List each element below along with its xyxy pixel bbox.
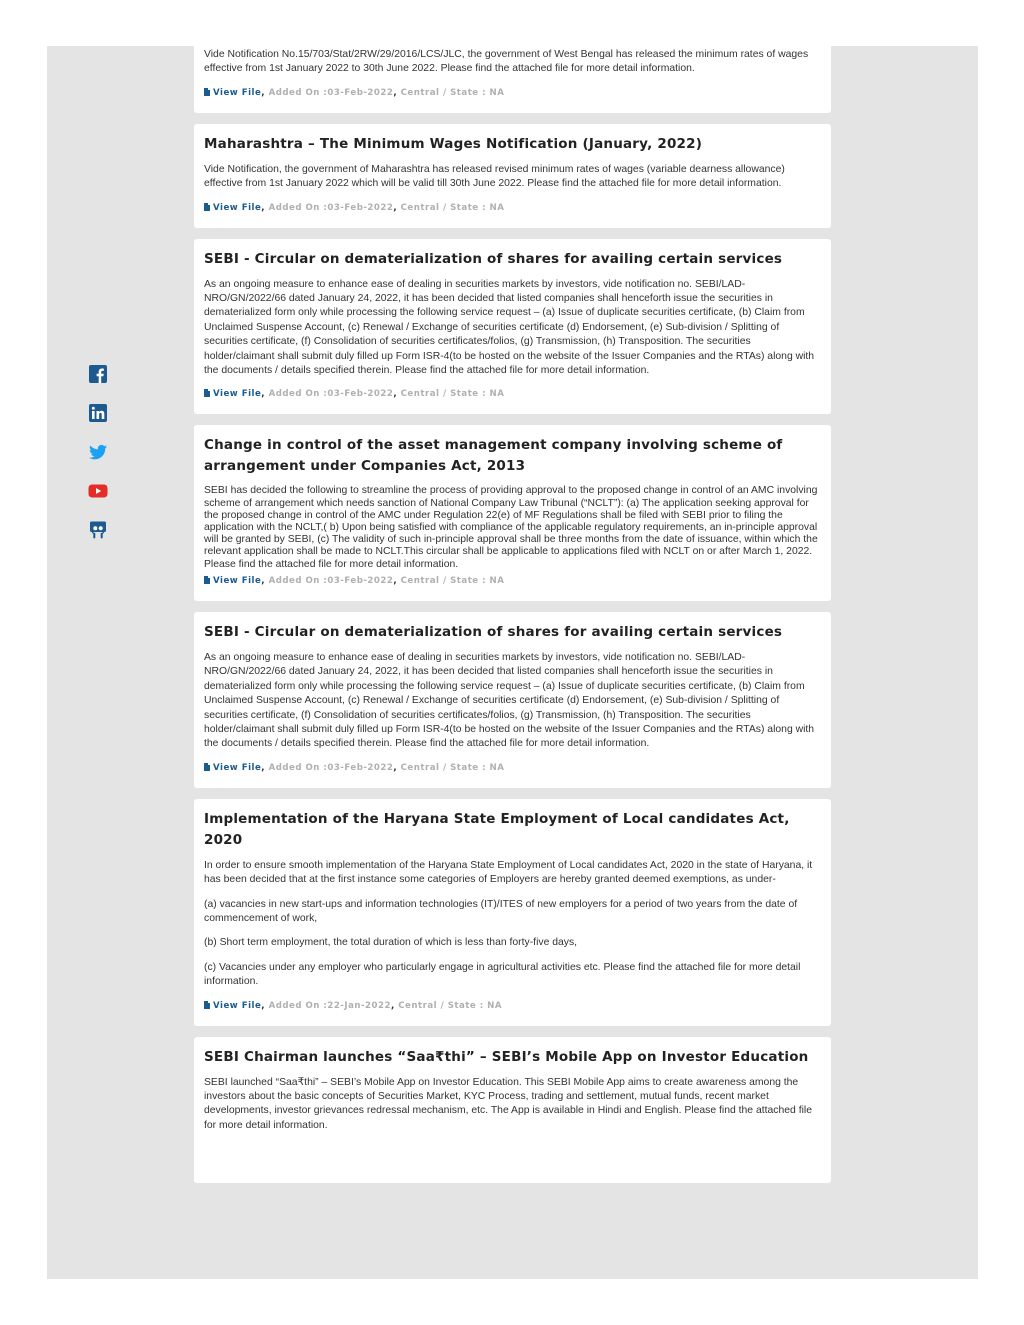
news-meta: View File, Added On :03-Feb-2022, Central / State : NA bbox=[204, 575, 821, 587]
news-title[interactable]: SEBI Chairman launches “Saa₹thi” – SEBI’s Mobile App on Investor Education bbox=[204, 1048, 809, 1065]
news-title[interactable]: Implementation of the Haryana State Employment of Local candidates Act, 2020 bbox=[204, 810, 790, 848]
pdf-icon bbox=[204, 1001, 210, 1009]
view-file-link[interactable]: View File bbox=[204, 763, 261, 773]
news-summary: SEBI has decided the following to streamline the process of providing approval to the proposed change in control of an AMC involving scheme of arrangement which needs sanction of National Company Law Tribunal (“NCLT”): (a) The application seeking approval for the proposed change in control of the AMC under Regulation 22(e) of MF Regulations shall be filed with SEBI prior to filing the application with the NCLT,( b) Upon being satisfied with compliance of the applicable regulatory requirements, an in-principle approval will be granted by SEBI, (c) The validity of such in-principle approval shall be three months from the date of issuance, within which the relevant application shall be made to NCLT.This circular shall be applicable to applications filed with NCLT on or after March 1, 2022. Please find the attached file for more detail information. bbox=[204, 485, 818, 570]
linkedin-icon bbox=[88, 403, 108, 423]
news-card bbox=[194, 425, 831, 600]
news-meta: View File, Added On :03-Feb-2022, Central / State : NA bbox=[204, 87, 821, 99]
pdf-icon bbox=[204, 203, 210, 211]
view-file-link[interactable]: View File bbox=[204, 576, 261, 586]
news-summary: Vide Notification No.15/703/Stat/2RW/29/2016/LCS/JLC, the government of West Bengal has released the minimum rates of wages effective from 1st January 2022 to 30th June 2022. Please find the attached file for more detail information. bbox=[204, 49, 809, 75]
news-paragraph: (a) vacancies in new start-ups and information technologies (IT)/ITES of new employers for a period of two years from the date of commencement of work, bbox=[204, 898, 798, 924]
twitter-icon bbox=[88, 442, 108, 462]
facebook-link[interactable] bbox=[88, 364, 108, 384]
pdf-icon bbox=[204, 576, 210, 584]
pdf-icon bbox=[204, 88, 210, 96]
scope-label: Central / State : NA bbox=[400, 389, 505, 400]
news-card bbox=[194, 124, 831, 228]
news-summary: As an ongoing measure to enhance ease of dealing in securities markets by investors, vide notification no. SEBI/LAD-NRO/GN/2022/66 dated January 24, 2022, it has been decided that listed companies shall henceforth issue the securities in dematerialized form only while processing the following service request – (a) Issue of duplicate securities certificate, (b) Claim from Unclaimed Suspense Account, (c) Renewal / Exchange of securities certificate (d) Endorsement, (e) Sub-division / Splitting of securities certificate, (f) Consolidation of securities certificates/folios, (g) Transmission, (h) Transposition. The securities holder/claimant shall submit duly filled up Form ISR-4(to be hosted on the website of the Issuer Companies and the RTAs) along with the documents / details specified therein. Please find the attached file for more detail information. bbox=[204, 651, 815, 750]
added-on-date: Added On :03-Feb-2022 bbox=[268, 202, 394, 213]
view-file-link[interactable]: View File bbox=[204, 88, 261, 98]
news-title[interactable]: Change in control of the asset management company involving scheme of arrangement under Companies Act, 2013 bbox=[204, 437, 783, 475]
youtube-icon bbox=[88, 481, 108, 501]
linkedin-link[interactable] bbox=[88, 403, 108, 423]
twitter-link[interactable] bbox=[88, 442, 108, 462]
scope-label: Central / State : NA bbox=[400, 762, 505, 773]
news-meta: View File, Added On :03-Feb-2022, Central / State : NA bbox=[204, 762, 821, 774]
added-on-date: Added On :03-Feb-2022 bbox=[268, 87, 394, 98]
news-meta: View File, Added On :03-Feb-2022, Central / State : NA bbox=[204, 388, 821, 400]
youtube-link[interactable] bbox=[88, 481, 108, 501]
news-paragraph: (b) Short term employment, the total duration of which is less than forty-five days, bbox=[204, 937, 578, 949]
news-paragraph: (c) Vacancies under any employer who particularly engage in agricultural activities etc. Please find the attached file for more detail information. bbox=[204, 961, 801, 988]
news-meta: View File, Added On :03-Feb-2022, Central / State : NA bbox=[204, 202, 821, 214]
news-card bbox=[194, 799, 831, 1026]
pdf-icon bbox=[204, 763, 210, 771]
added-on-date: Added On :22-Jan-2022 bbox=[268, 1000, 391, 1011]
view-file-link[interactable]: View File bbox=[204, 1001, 261, 1011]
added-on-date: Added On :03-Feb-2022 bbox=[268, 762, 394, 773]
scope-label: Central / State : NA bbox=[400, 575, 505, 586]
pdf-icon bbox=[204, 389, 210, 397]
news-summary: Vide Notification, the government of Maharashtra has released revised minimum rates of wages (variable dearness allowance) effective from 1st January 2022 which will be valid till 30th June 2022. Please find the attached file for more detail information. bbox=[204, 163, 785, 190]
news-summary: In order to ensure smooth implementation of the Haryana State Employment of Local candidates Act, 2020 in the state of Haryana, it has been decided that at the first instance some categories of Employers are hereby granted deemed exemptions, as under- bbox=[204, 859, 813, 886]
slideshare-icon bbox=[88, 520, 108, 540]
scope-label: Central / State : NA bbox=[400, 87, 505, 98]
news-title[interactable]: Maharashtra – The Minimum Wages Notification (January, 2022) bbox=[204, 135, 703, 152]
news-meta: View File, Added On :22-Jan-2022, Central / State : NA bbox=[204, 1000, 821, 1012]
added-on-date: Added On :03-Feb-2022 bbox=[268, 575, 394, 586]
slideshare-link[interactable] bbox=[88, 520, 108, 540]
news-summary: As an ongoing measure to enhance ease of dealing in securities markets by investors, vide notification no. SEBI/LAD-NRO/GN/2022/66 dated January 24, 2022, it has been decided that listed companies shall henceforth issue the securities in dematerialized form only while processing the following service request – (a) Issue of duplicate securities certificate, (b) Claim from Unclaimed Suspense Account, (c) Renewal / Exchange of securities certificate (d) Endorsement, (e) Sub-division / Splitting of securities certificate, (f) Consolidation of securities certificates/folios, (g) Transmission, (h) Transposition. The securities holder/claimant shall submit duly filled up Form ISR-4(to be hosted on the website of the Issuer Companies and the RTAs) along with the documents / details specified therein. Please find the attached file for more detail information. bbox=[204, 278, 815, 377]
news-summary: SEBI launched “Saa₹thi” – SEBI’s Mobile App on Investor Education. This SEBI Mobile App aims to create awareness among the investors about the basic concepts of Securities Market, KYC Process, trading and settlement, mutual funds, recent market developments, investor grievances redressal mechanism, etc. The App is available in Hindi and English. Please find the attached file for more detail information. bbox=[204, 1076, 812, 1131]
news-card bbox=[194, 1037, 831, 1184]
news-card bbox=[194, 239, 831, 415]
view-file-link[interactable]: View File bbox=[204, 389, 261, 399]
news-card bbox=[194, 612, 831, 788]
facebook-icon bbox=[88, 364, 108, 384]
news-card bbox=[194, 46, 831, 113]
scope-label: Central / State : NA bbox=[400, 202, 505, 213]
added-on-date: Added On :03-Feb-2022 bbox=[268, 389, 394, 400]
view-file-link[interactable]: View File bbox=[204, 203, 261, 213]
news-title[interactable]: SEBI - Circular on dematerialization of shares for availing certain services bbox=[204, 250, 783, 267]
news-title[interactable]: SEBI - Circular on dematerialization of shares for availing certain services bbox=[204, 623, 783, 640]
social-share-bar bbox=[88, 364, 110, 559]
scope-label: Central / State : NA bbox=[398, 1000, 502, 1011]
news-feed bbox=[194, 46, 831, 1194]
